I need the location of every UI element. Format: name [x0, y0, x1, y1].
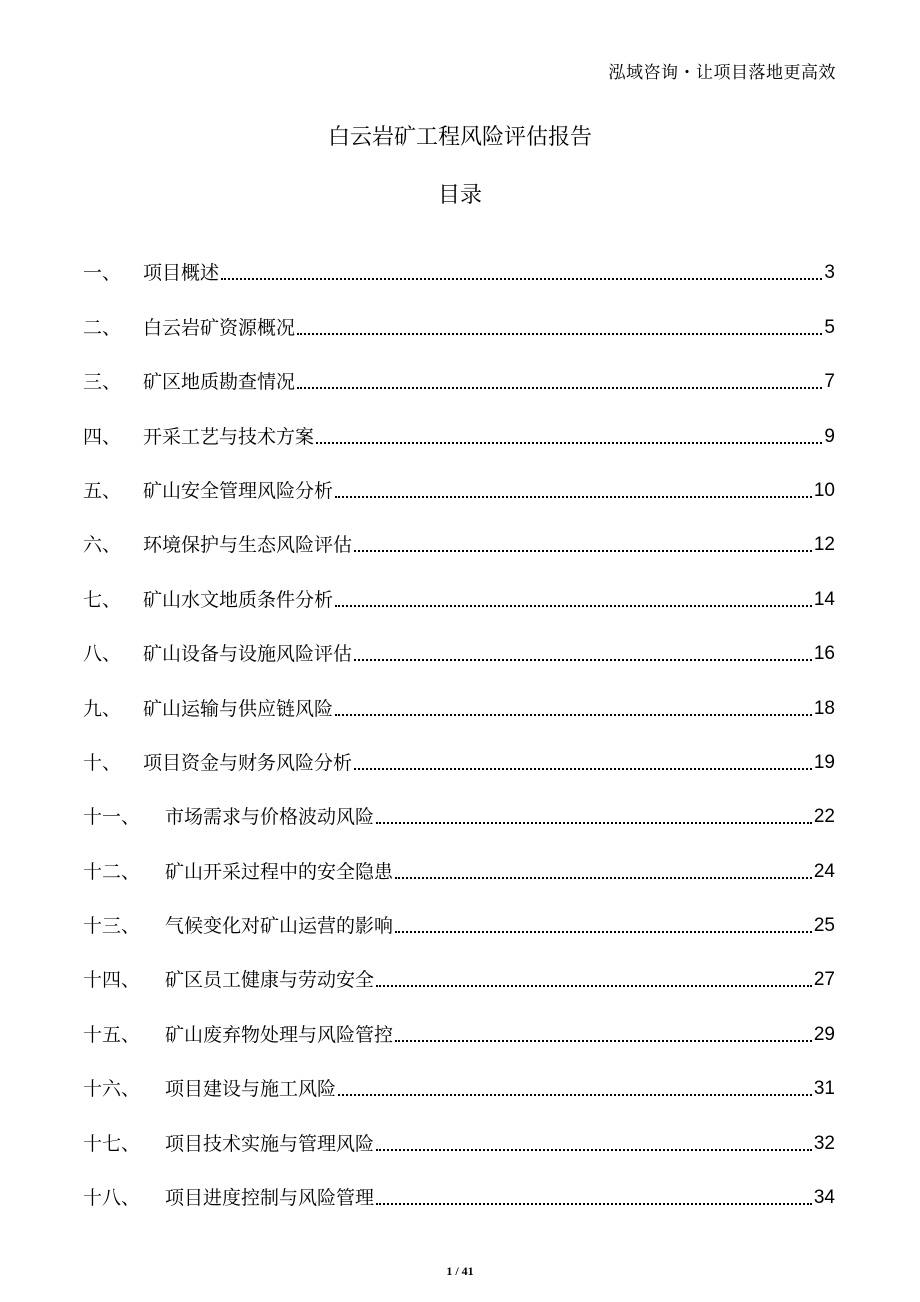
toc-dot-leader — [376, 1203, 812, 1205]
toc-entry[interactable] — [83, 941, 835, 995]
header-tagline: 泓域咨询・让项目落地更高效 — [608, 63, 836, 83]
toc-dot-leader — [354, 659, 812, 661]
toc-dot-leader — [316, 442, 822, 444]
toc-entry[interactable] — [83, 560, 835, 614]
toc-entry-number: 十五、 — [83, 1023, 141, 1046]
toc-entry-number: 十七、 — [83, 1132, 141, 1155]
toc-dot-leader — [354, 768, 812, 770]
toc-dot-leader — [335, 496, 812, 498]
toc-entry-number: 十、 — [83, 751, 122, 774]
toc-entry-title: 矿山水文地质条件分析 — [143, 588, 334, 611]
toc-entry[interactable] — [83, 234, 835, 288]
toc-entry-page-number: 9 — [824, 425, 835, 447]
toc-entry-title: 项目资金与财务风险分析 — [143, 751, 353, 774]
toc-entry-page-number: 18 — [813, 697, 835, 719]
toc-entry-page-number: 16 — [813, 643, 835, 665]
toc-entry-number: 十二、 — [83, 860, 141, 883]
toc-entry[interactable] — [83, 506, 835, 560]
toc-entry-page-number: 10 — [813, 479, 835, 501]
toc-entry[interactable] — [83, 1159, 835, 1213]
toc-entry-title: 白云岩矿资源概况 — [143, 316, 296, 339]
toc-entry-page-number: 5 — [824, 316, 835, 338]
toc-dot-leader — [335, 605, 812, 607]
toc-entry-number: 一、 — [83, 262, 122, 285]
toc-entry-title: 矿山安全管理风险分析 — [143, 479, 334, 502]
toc-entry-number: 十三、 — [83, 915, 141, 938]
toc-entry-number: 七、 — [83, 588, 122, 611]
toc-entry-page-number: 27 — [813, 969, 835, 991]
toc-entry-title: 市场需求与价格波动风险 — [165, 806, 375, 829]
toc-dot-leader — [335, 714, 812, 716]
toc-entry[interactable] — [83, 887, 835, 941]
toc-entry-title: 矿山废弃物处理与风险管控 — [165, 1023, 394, 1046]
toc-entry-page-number: 7 — [824, 371, 835, 393]
toc-entry[interactable] — [83, 1104, 835, 1158]
toc-entry[interactable] — [83, 343, 835, 397]
toc-dot-leader — [376, 822, 812, 824]
toc-entry-page-number: 14 — [813, 588, 835, 610]
toc-entry-page-number: 32 — [813, 1132, 835, 1154]
toc-entry[interactable] — [83, 452, 835, 506]
toc-entry-page-number: 24 — [813, 860, 835, 882]
toc-dot-leader — [297, 387, 822, 389]
toc-entry-title: 矿山设备与设施风险评估 — [143, 643, 353, 666]
toc-dot-leader — [395, 1040, 812, 1042]
toc-entry-number: 十六、 — [83, 1078, 141, 1101]
table-of-contents — [83, 234, 835, 1213]
toc-entry-title: 项目建设与施工风险 — [165, 1078, 337, 1101]
toc-entry[interactable] — [83, 288, 835, 342]
toc-entry-page-number: 19 — [813, 751, 835, 773]
toc-entry[interactable] — [83, 397, 835, 451]
toc-entry-page-number: 25 — [813, 915, 835, 937]
toc-entry-title: 环境保护与生态风险评估 — [143, 534, 353, 557]
toc-entry[interactable] — [83, 995, 835, 1049]
toc-entry[interactable] — [83, 832, 835, 886]
toc-entry-page-number: 31 — [813, 1078, 835, 1100]
toc-entry[interactable] — [83, 669, 835, 723]
toc-entry[interactable] — [83, 724, 835, 778]
page-number-footer: 1 / 41 — [446, 1264, 474, 1278]
toc-entry-number: 八、 — [83, 643, 122, 666]
toc-entry-title: 气候变化对矿山运营的影响 — [165, 915, 394, 938]
toc-entry-title: 矿区地质勘查情况 — [143, 371, 296, 394]
toc-entry-number: 九、 — [83, 697, 122, 720]
toc-dot-leader — [221, 278, 822, 280]
toc-entry[interactable] — [83, 778, 835, 832]
toc-entry-number: 三、 — [83, 371, 122, 394]
toc-entry-number: 五、 — [83, 479, 122, 502]
toc-entry-title: 项目进度控制与风险管理 — [165, 1187, 375, 1210]
toc-entry-title: 项目技术实施与管理风险 — [165, 1132, 375, 1155]
toc-entry-page-number: 12 — [813, 534, 835, 556]
toc-entry-number: 四、 — [83, 425, 122, 448]
toc-heading: 目录 — [437, 183, 482, 208]
toc-dot-leader — [395, 931, 812, 933]
toc-entry[interactable] — [83, 1050, 835, 1104]
toc-dot-leader — [376, 1149, 812, 1151]
toc-entry-page-number: 34 — [813, 1187, 835, 1209]
document-title: 白云岩矿工程风险评估报告 — [327, 125, 592, 150]
toc-entry-page-number: 29 — [813, 1023, 835, 1045]
toc-dot-leader — [354, 550, 812, 552]
toc-entry-page-number: 3 — [824, 262, 835, 284]
toc-dot-leader — [395, 877, 812, 879]
toc-entry-title: 矿区员工健康与劳动安全 — [165, 969, 375, 992]
toc-entry-number: 六、 — [83, 534, 122, 557]
toc-dot-leader — [376, 985, 812, 987]
toc-dot-leader — [297, 333, 822, 335]
toc-entry-number: 十八、 — [83, 1187, 141, 1210]
toc-entry-title: 项目概述 — [143, 262, 220, 285]
toc-entry-number: 十一、 — [83, 806, 141, 829]
toc-entry-number: 十四、 — [83, 969, 141, 992]
toc-dot-leader — [338, 1094, 812, 1096]
toc-entry-number: 二、 — [83, 316, 122, 339]
toc-entry[interactable] — [83, 615, 835, 669]
toc-entry-page-number: 22 — [813, 806, 835, 828]
toc-entry-title: 矿山运输与供应链风险 — [143, 697, 334, 720]
toc-entry-title: 矿山开采过程中的安全隐患 — [165, 860, 394, 883]
toc-entry-title: 开采工艺与技术方案 — [143, 425, 315, 448]
